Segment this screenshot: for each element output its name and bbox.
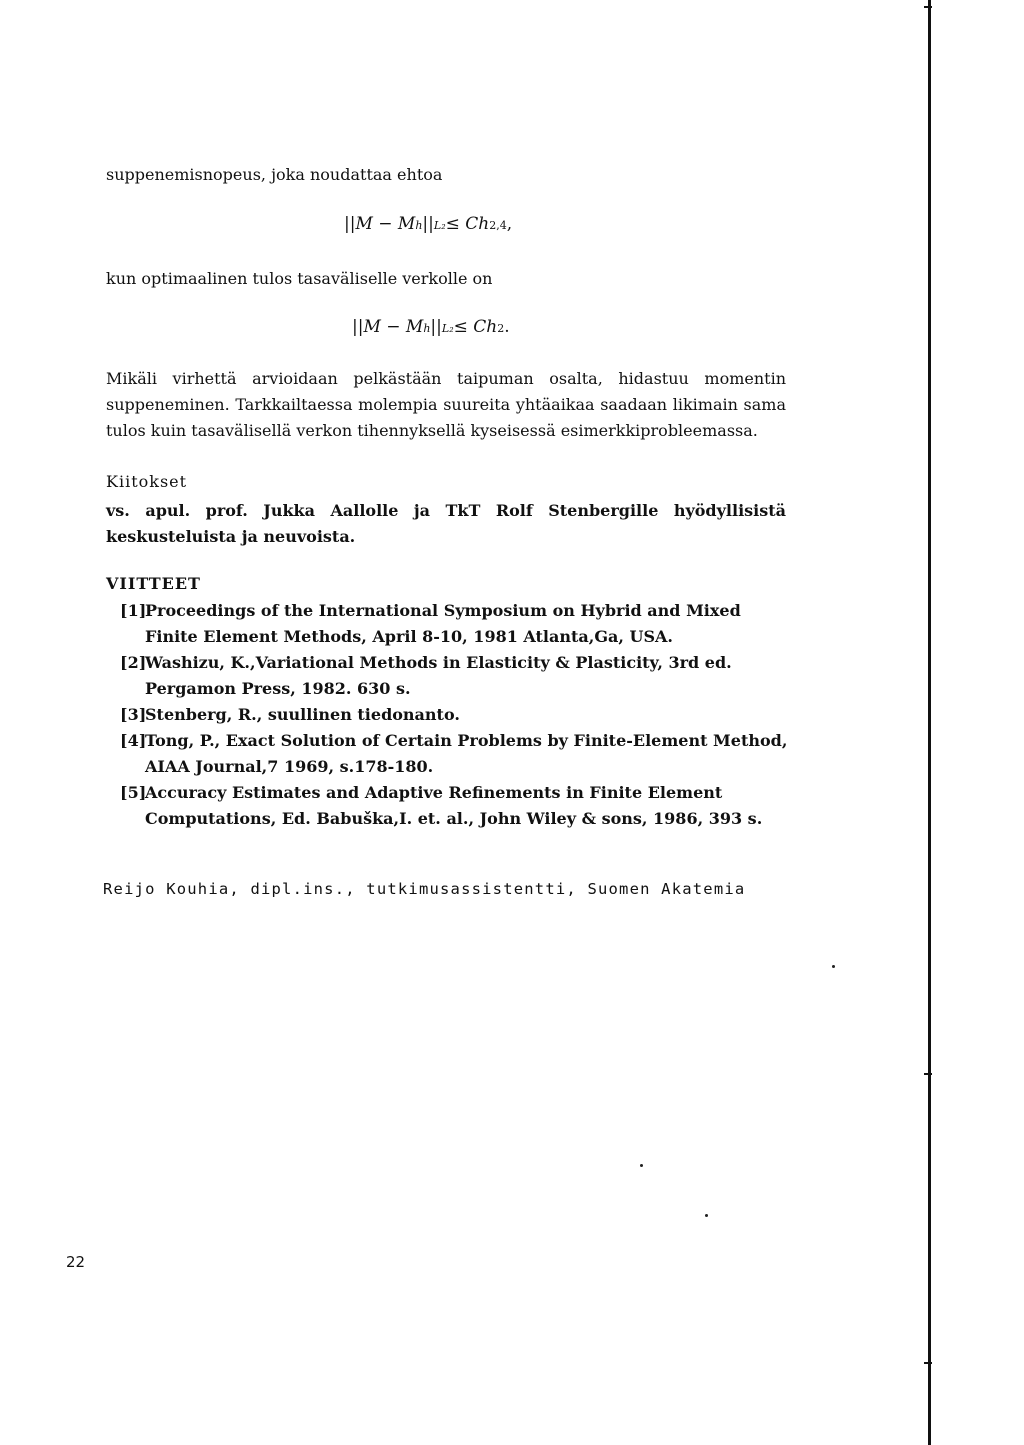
reference-item-3: [120, 702, 790, 728]
intro-line-1: suppenemisnopeus, joka noudattaa ehtoa: [106, 165, 443, 184]
equation-1: [344, 214, 512, 234]
reference-number: [2]: [120, 653, 147, 672]
reference-item-5: [120, 780, 790, 832]
eq2-exponent: 2: [497, 322, 505, 335]
reference-item-1: [120, 598, 790, 650]
eq1-norm-sub: L₂: [433, 219, 446, 232]
scan-speck: [705, 1214, 708, 1217]
reference-text: Proceedings of the International Symposium on Hybrid and Mixed Finite Element Methods, April 8-10, 1981 Atlanta,Ga, USA.: [145, 601, 741, 646]
equation-2: [352, 317, 510, 337]
eq2-norm: ||: [430, 317, 442, 337]
scan-speck: [832, 965, 835, 968]
scan-rule-tick: [924, 1362, 932, 1364]
eq2-lhs-sub: h: [423, 322, 431, 335]
reference-number: [5]: [120, 783, 147, 802]
reference-number: [4]: [120, 731, 147, 750]
page-number: 22: [66, 1253, 86, 1271]
scan-rule-tick: [924, 1073, 932, 1075]
references-heading: VIITTEET: [106, 574, 201, 593]
intro-line-2: kun optimaalinen tulos tasaväliselle verkolle on: [106, 269, 493, 288]
eq2-norm-sub: L₂: [441, 322, 454, 335]
reference-text: Stenberg, R., suullinen tiedonanto.: [145, 705, 460, 724]
eq1-norm: ||: [422, 214, 434, 234]
eq1-relation: ≤ Ch: [445, 214, 490, 234]
body-paragraph: Mikäli virhettä arvioidaan pelkästään taipuman osalta, hidastuu momentin suppeneminen. Tarkkailtaessa molempia suureita yhtäaikaa saadaan likimain sama tulos kuin tasavälisellä verkon tihennyksellä kyseisessä esimerkkiprobleemassa.: [106, 369, 786, 440]
acknowledgements-heading: Kiitokset: [106, 472, 188, 491]
reference-text: Washizu, K.,Variational Methods in Elasticity & Plasticity, 3rd ed. Pergamon Press, 1982. 630 s.: [145, 653, 732, 698]
eq2-relation: ≤ Ch: [453, 317, 498, 337]
acknowledgements-text: vs. apul. prof. Jukka Aallolle ja TkT Rolf Stenbergille hyödyllisistä keskusteluista ja neuvoista.: [106, 501, 786, 546]
scan-rule-tick: [924, 6, 932, 8]
reference-item-4: [120, 728, 790, 780]
reference-number: [1]: [120, 601, 147, 620]
eq2-lhs: ||M − M: [352, 317, 424, 337]
reference-item-2: [120, 650, 790, 702]
eq1-lhs-sub: h: [415, 219, 423, 232]
eq1-lhs: ||M − M: [344, 214, 416, 234]
reference-list: [120, 598, 790, 832]
eq1-exponent: 2,4: [489, 219, 507, 232]
eq1-tail: ,: [506, 214, 513, 234]
scan-speck: [640, 1164, 643, 1167]
reference-text: Accuracy Estimates and Adaptive Refinements in Finite Element Computations, Ed. Babuška,I. et. al., John Wiley & sons, 1986, 393 s.: [145, 783, 763, 828]
reference-number: [3]: [120, 705, 147, 724]
reference-text: Tong, P., Exact Solution of Certain Problems by Finite-Element Method, AIAA Journal,7 1969, s.178-180.: [145, 731, 788, 776]
author-signature-line: Reijo Kouhia, dipl.ins., tutkimusassistentti, Suomen Akatemia: [103, 880, 746, 898]
scan-margin-rule: [928, 0, 931, 1445]
eq2-tail: .: [504, 317, 510, 337]
